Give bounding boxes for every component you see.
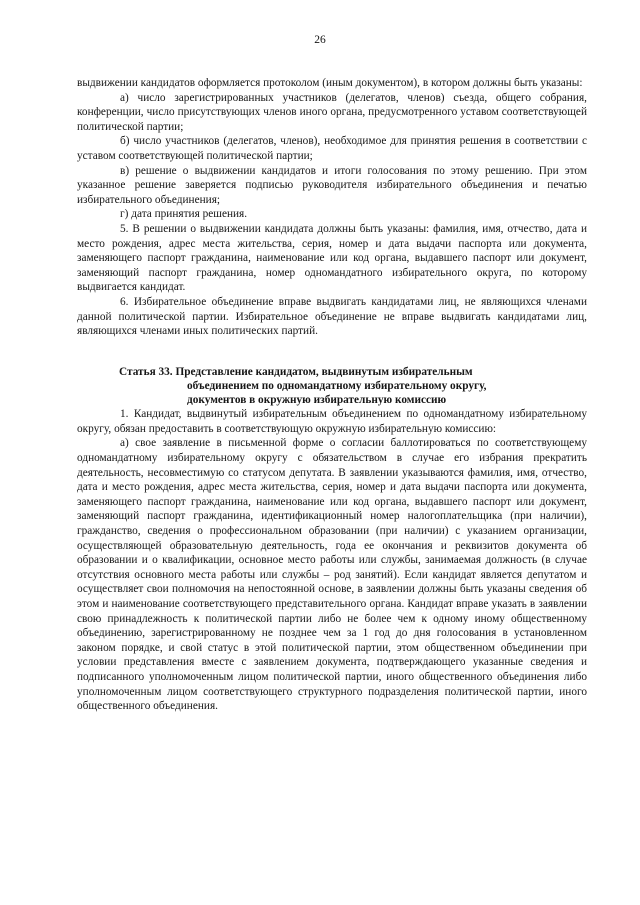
article-heading-line: документов в окружную избирательную комиссию <box>187 394 447 407</box>
article-heading <box>77 365 587 408</box>
paragraph: а) число зарегистрированных участников (делегатов, членов) съезда, общего собрания, конференции, число присутствующих членов иного органа, предусмотренного уставом соответствующей политической партии; <box>77 91 587 133</box>
paragraph: 5. В решении о выдвижении кандидата должны быть указаны: фамилия, имя, отчество, дата и место рождения, адрес места жительства, серия, номер и дата выдачи паспорта или документа, заменяющего паспорт гражданина, наименование или код органа, выдавшего паспорт или документ, заменяющий паспорт гражданина, номер одномандатного избирательного округа, по которому выдвигается кандидат. <box>77 222 587 294</box>
paragraph: в) решение о выдвижении кандидатов и итоги голосования по этому решению. При этом указанное решение заверяется подписью руководителя избирательного объединения и печатью избирательного объединения; <box>77 164 587 206</box>
paragraph: выдвижении кандидатов оформляется протоколом (иным документом), в котором должны быть указаны: <box>77 77 583 89</box>
paragraph: б) число участников (делегатов, членов), необходимое для принятия решения в соответствии с уставом соответствующей политической партии; <box>77 135 587 162</box>
document-body <box>77 76 587 714</box>
paragraph: а) свое заявление в письменной форме о согласии баллотироваться по соответствующему одномандатному избирательному округу с обязательством в случае его избрания прекратить деятельность, несовместимую со статусом депутата. В заявлении указываются фамилия, имя, отчество, дата и место рождения, адрес места жительства, серия, номер и дата выдачи паспорта или документа, заменяющего паспорт гражданина, наименование или код органа, выдавшего паспорт или документ, заменяющий паспорт гражданина, идентификационный номер налогоплательщика (при наличии), гражданство, сведения о профессиональном образовании (при наличии) с указанием организации, осуществляющей образовательную деятельность, года ее окончания и реквизитов документа об образовании и о квалификации, основное место работы или службы, занимаемая должность (в случае отсутствия основного места работы или службы – род занятий). Если кандидат является депутатом и осуществляет свои полномочия на непостоянной основе, в заявлении должны быть указаны сведения об этом и наименование соответствующего представительного органа. Кандидат вправе указать в заявлении свою принадлежность к политической партии либо не более чем к одному иному общественному объединению, зарегистрированному не позднее чем за 1 год до дня голосования в установленном законом порядке, и свой статус в этой политической партии, этом общественном объединении при условии представления вместе с заявлением документа, подтверждающего указанные сведения и подписанного уполномоченным лицом политической партии, иного общественного объединения либо уполномоченным лицом соответствующего структурного подразделения политической партии, иного общественного объединения. <box>77 437 587 713</box>
paragraph: г) дата принятия решения. <box>120 208 248 221</box>
paragraph: 6. Избирательное объединение вправе выдвигать кандидатами лиц, не являющихся членами данной политической партии. Избирательное объединение не вправе выдвигать кандидатами лиц, являющихся членами иных политических партий. <box>77 295 587 338</box>
article-heading-line: Статья 33. Представление кандидатом, выдвинутым избирательным <box>119 365 473 378</box>
paragraph: 1. Кандидат, выдвинутый избирательным объединением по одномандатному избирательному округу, обязан предоставить в соответствующую окружную избирательную комиссию: <box>77 408 587 435</box>
article-heading-line: объединением по одномандатному избирательному округу, <box>187 379 487 392</box>
page-number: 26 <box>314 34 326 46</box>
